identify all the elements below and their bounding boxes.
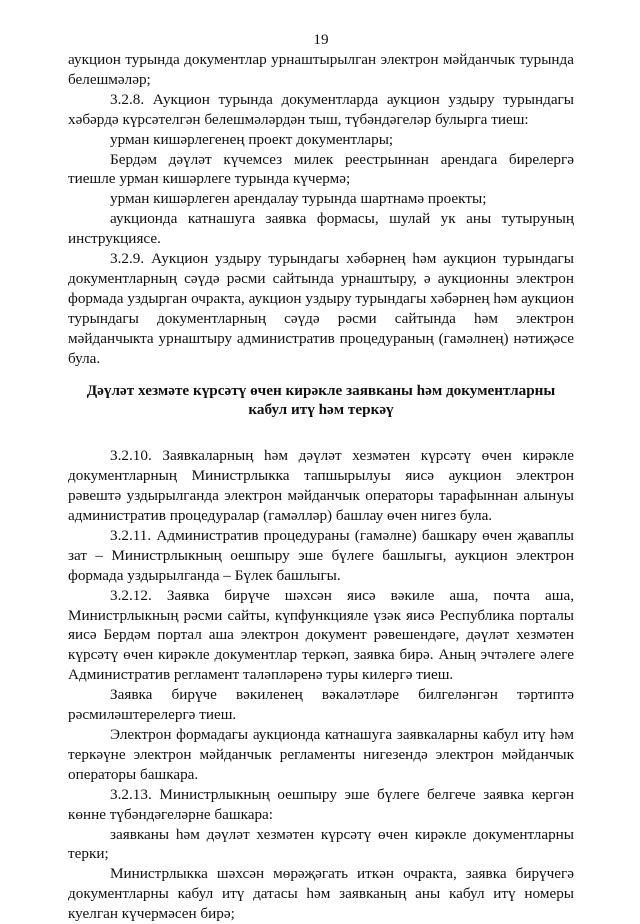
paragraph: 3.2.8. Аукцион турында документларда аукцион уздыру турындагы хәбәрдә күрсәтелгән белешмәләрдән тыш, түбәндәгеләр булырга тиеш: [68, 90, 574, 128]
paragraph: урман кишәрлегенең проект документлары; [110, 130, 394, 148]
paragraph: Бердәм дәүләт күчемсез милек реестрыннан арендага бирелергә тиешле урман кишәрлеге турында күчермә; [68, 150, 574, 188]
section-heading-line-1: Дәүләт хезмәте күрсәтү өчен кирәкле заявканы һәм документларны [86, 381, 556, 399]
paragraph: аукцион турында документлар урнаштырылган электрон мәйданчык турында белешмәләр; [68, 51, 574, 88]
paragraph: заявканы һәм дәүләт хезмәтен күрсәтү өчен кирәкле документларны терки; [68, 825, 574, 863]
paragraph: 3.2.12. Заявка бирүче шәхсән яисә вәкиле аша, почта аша, Министрлыкның рәсми сайты, күпфункцияле үзәк яисә Республика порталы яисә Бердәм портал аша электрон документ рәвешендәге, дәүләт хезмәтен күрсәтү өчен кирәкле документлар теркәп, заявка бирә. Аның эчтәлеге әлеге Административ регламент таләпләренә туры килергә тиеш. [68, 586, 574, 684]
section-heading [68, 381, 574, 421]
section-1-body [68, 50, 574, 369]
paragraph: Министрлыкка шәхсән мөрәҗәгать иткән очракта, заявка бирүчегә документларны кабул итү датасы һәм заявканың аны кабул итү номеры куелган күчермәсен бирә; [68, 865, 574, 923]
paragraph: 3.2.13. Министрлыкның оешпыру эше бүлеге белгече заявка кергән көнне түбәндәгеләрне башкара: [68, 785, 574, 823]
paragraph: Электрон формадагы аукционда катнашуга заявкаларны кабул итү һәм теркәүне электрон мәйданчык регламенты нигезендә электрон мәйданчык операторы башкара. [68, 726, 574, 783]
paragraph: Заявка бирүче вәкиленең вәкаләтләре билгеләнгән тәртиптә рәсмиләштерелергә тиеш. [68, 686, 574, 724]
paragraph: 3.2.10. Заявкаларның һәм дәүләт хезмәтен күрсәтү өчен кирәкле документларның Министрлыкка тапшырылуы яисә аукцион электрон рәвештә уздырылганда электрон мәйданчык операторы тарафыннан алынуы административ процедуралар (гамәлләр) башлау өчен нигез була. [68, 447, 574, 525]
paragraph: аукционда катнашуга заявка формасы, шулай ук аны тутыруның инструкциясе. [68, 210, 574, 248]
paragraph: 3.2.9. Аукцион уздыру турындагы хәбәрнең һәм аукцион турындагы документларның сәүдә рәсми сайтында урнаштыру, ә аукционны электрон формада уздырган очракта, аукцион уздыру турындагы хәбәрнең һәм аукцион турындагы документларның сәүдә рәсми сайтында һәм электрон мәйданчыкта урнаштыру административ процедураның (гамәлнең) нәтиҗәсе була. [68, 250, 574, 367]
paragraph: урман кишәрлеген арендалау турында шартнамә проекты; [110, 190, 487, 208]
paragraph: 3.2.11. Административ процедураны (гамәлне) башкару өчен җаваплы зат – Министрлыкның оешпыру эше бүлеге башлыгы, аукцион электрон формада уздырылганда – Бүлек башлыгы. [68, 526, 574, 584]
section-heading-line-2: кабул итү һәм теркәү [248, 401, 394, 419]
page-number: 19 [313, 31, 329, 48]
section-2-body [68, 446, 574, 924]
